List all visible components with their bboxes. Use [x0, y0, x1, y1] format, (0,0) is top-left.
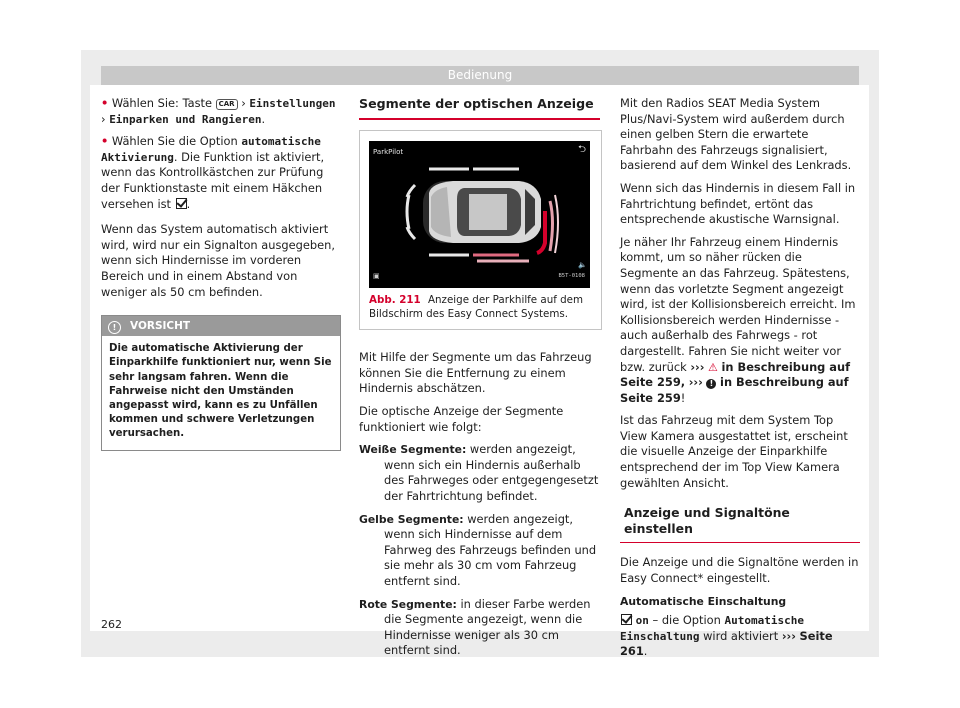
segments-intro: Mit Hilfe der Segmente um das Fahrzeug können Sie die Entfernung zu einem Hindernis abschätzen. — [359, 350, 592, 396]
middle-column — [359, 96, 600, 666]
definition-red: Rote Segmente: in dieser Farbe werden die Segmente angezeigt, wenn die Hindernisse weniger als 30 cm entfernt sind. — [359, 596, 591, 658]
auto-switch-heading: Automatische Einschaltung — [620, 594, 787, 608]
parking-segments-graphic — [369, 141, 590, 288]
checkbox-checked-icon — [176, 198, 187, 209]
collision-paragraph: Je näher Ihr Fahrzeug einem Hindernis kommt, um so näher rücken die Segmente an das Fahrzeug. Spätestens, wenn das vorletzte Segment angezeigt wird, ist der Kollisionsbereich erreicht. Im Kollisionsbereich werden Hindernisse - auch außerhalb des Fahrwegs - rot dargestellt. Fahren Sie nicht weiter vor bzw. zurück ››› ⚠ in Beschreibung auf Seite 259, ››› ! in Beschreibung auf Seite 259! — [620, 234, 856, 405]
warning-signal-paragraph: Wenn sich das Hindernis in diesem Fall in Fahrtrichtung befindet, ertönt das entsprechende akustische Warnsignal. — [620, 180, 856, 227]
instruction-bullet-2: • Wählen Sie die Option automatische Aktivierung. Die Funktion ist aktiviert, wenn das Kontrollkästchen zur Prüfung der Funktionstaste mit einem Häkchen versehen ist . — [101, 134, 325, 211]
menu-einstellungen: Einstellungen — [249, 97, 336, 110]
segment-definitions — [359, 442, 600, 659]
caution-text: Die automatische Aktivierung der Einparkhilfe funktioniert nur, wenn Sie sehr langsam fahren. Wenn die Fahrweise nicht den Umständen angepasst wird, kann es zu Unfällen kommen und schwere Verletzungen verursachen. — [109, 343, 332, 440]
caution-header: ! VORSICHT — [102, 316, 340, 336]
page-number: 262 — [101, 618, 122, 631]
section-title: Segmente der optischen Anzeige — [359, 96, 600, 120]
media-system-paragraph: Mit den Radios SEAT Media System Plus/Navi-System wird außerdem durch einen gelben Stern die erwartete Fahrbahn des Fahrzeugs signalisiert, basierend auf dem Winkel des Lenkrads. — [620, 96, 852, 173]
figure-box — [359, 130, 602, 330]
chapter-header: Bedienung — [101, 66, 859, 85]
instruction-bullet-1: • Wählen Sie: Taste CAR › Einstellungen › Einparken und Rangieren. — [101, 96, 336, 126]
car-key-icon: CAR — [216, 99, 238, 110]
camera-icon: ▣ — [373, 272, 380, 281]
warning-triangle-icon: ⚠ — [708, 360, 718, 374]
figure-caption: Abb. 211 Anzeige der Parkhilfe auf dem Bildschirm des Easy Connect Systems. — [369, 294, 584, 320]
link-page-259-a[interactable]: in Beschreibung auf Seite 259, — [620, 359, 851, 390]
menu-einparken: Einparken und Rangieren — [109, 112, 262, 126]
figure-label: Abb. 211 — [369, 294, 421, 306]
image-code: B5T-0108 — [558, 273, 585, 280]
settings-paragraph: Die Anzeige und die Signaltöne werden in Easy Connect* eingestellt. — [620, 555, 859, 586]
option-automatische-einschaltung: Automatische Einschaltung — [620, 614, 804, 643]
bullet-icon: • — [101, 134, 109, 149]
bullet-icon: • — [101, 96, 109, 110]
parkpilot-screen-image — [369, 141, 590, 288]
back-arrow-icon: ⮌ — [577, 144, 586, 155]
caution-box — [101, 315, 341, 450]
top-view-paragraph: Ist das Fahrzeug mit dem System Top View Kamera ausgestattet ist, erscheint die visuelle Anzeige der Einparkhilfe entsprechend der im Top View Kamera gewählten Ansicht. — [620, 413, 848, 490]
definition-white: Weiße Segmente: werden angezeigt, wenn sich ein Hindernis außerhalb des Fahrweges oder entgegengesetzt der Fahrtrichtung befindet. — [359, 442, 599, 503]
link-page-259-b[interactable]: in Beschreibung auf Seite 259 — [620, 375, 849, 405]
link-page-261[interactable]: Seite 261 — [620, 628, 833, 659]
screen-title: ParkPilot — [373, 148, 404, 156]
definition-yellow: Gelbe Segmente: werden angezeigt, wenn sich Hindernisse auf dem Fahrweg des Fahrzeugs befinden und sie mehr als 30 cm vom Fahrzeug entfernt sind. — [359, 511, 597, 588]
segments-how: Die optische Anzeige der Segmente funktioniert wie folgt: — [359, 403, 564, 434]
right-column — [620, 96, 860, 667]
sound-icon: 🔈 — [578, 261, 587, 270]
auto-switch-option: on – die Option Automatische Einschaltung wird aktiviert ››› Seite 261. — [620, 613, 833, 659]
option-automatische-aktivierung: automatische Aktivierung — [101, 135, 321, 164]
info-paragraph: Wenn das System automatisch aktiviert wird, wird nur ein Signalton ausgegeben, wenn sich Hindernisse im vorderen Bereich und in einem Abstand von weniger als 50 cm befinden. — [101, 222, 335, 299]
caution-circle-icon: ! — [706, 379, 716, 389]
subsection-title: Anzeige und Signaltöne einstellen — [620, 505, 860, 543]
left-column — [101, 96, 341, 451]
checkbox-checked-icon — [621, 614, 632, 625]
caution-icon: ! — [108, 321, 121, 334]
